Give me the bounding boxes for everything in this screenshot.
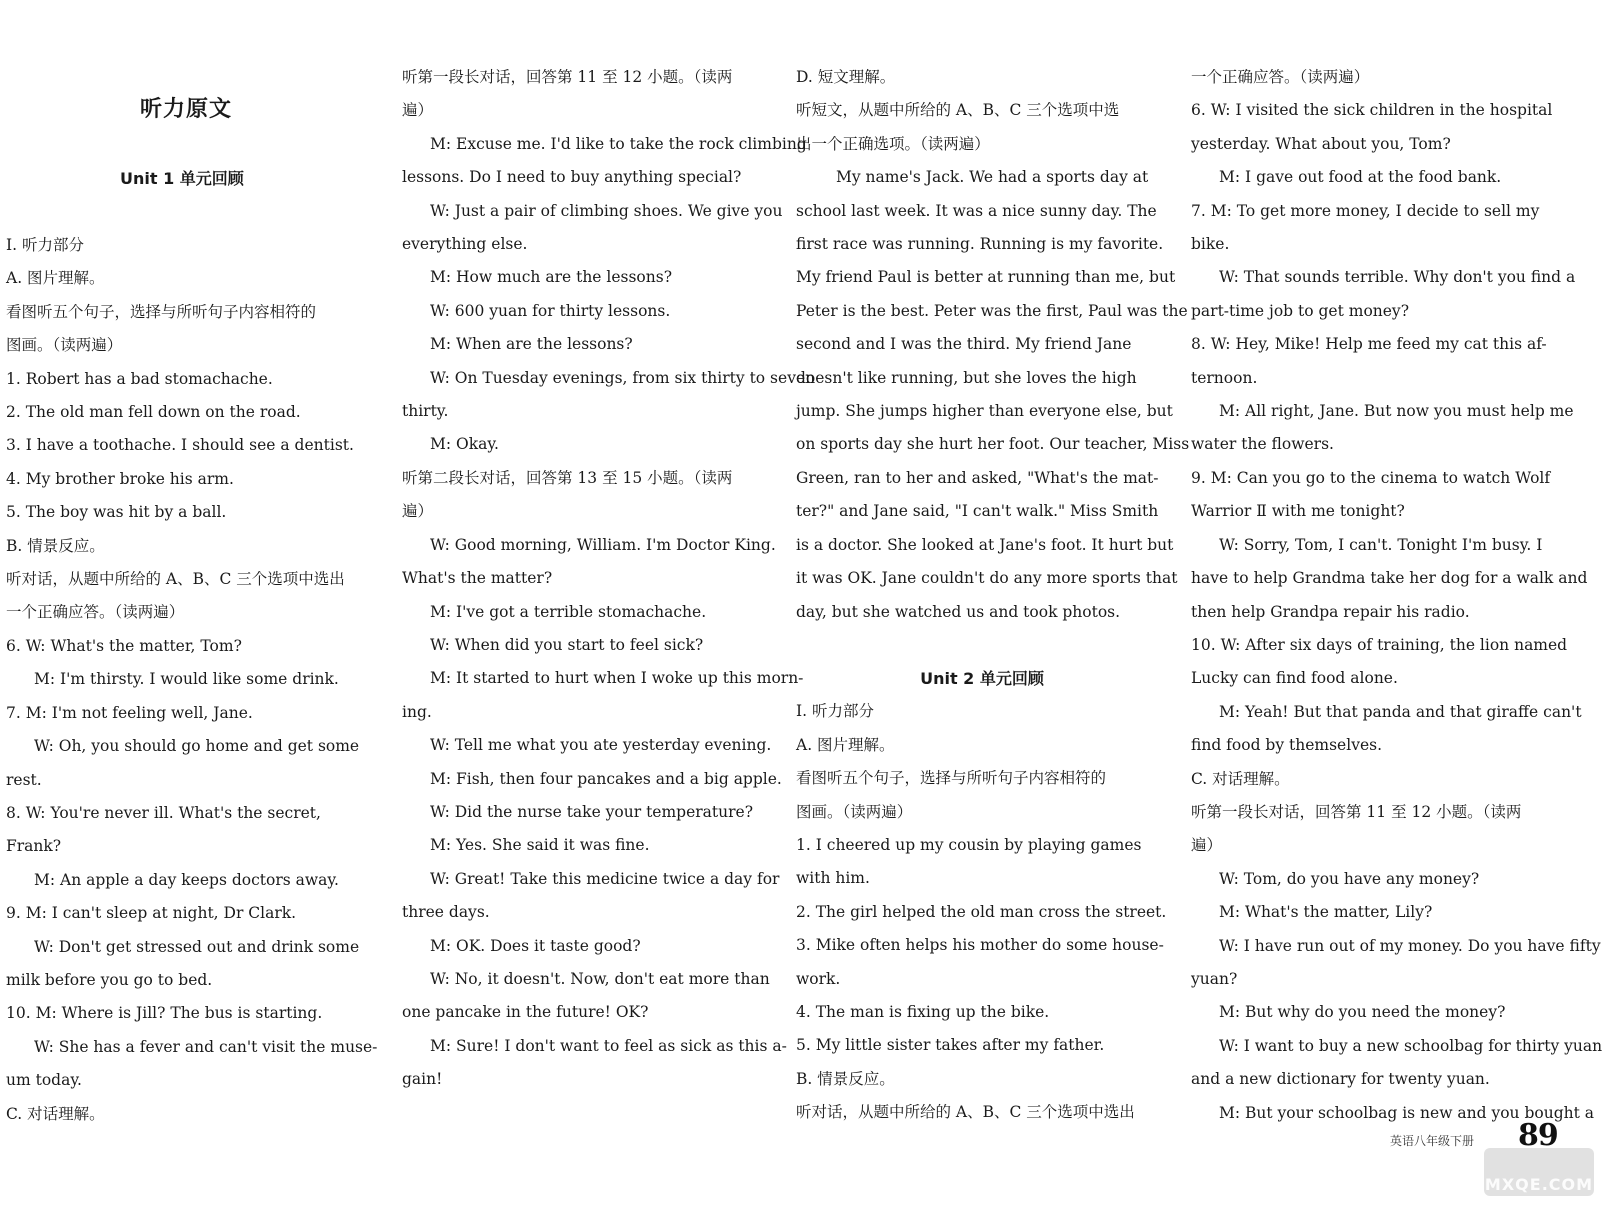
text-line: milk before you go to bed. [6, 970, 213, 989]
text-line: 遍） [402, 101, 434, 120]
text-line: M: Yes. She said it was fine. [430, 836, 650, 855]
text-line: D. 短文理解。 [796, 68, 896, 86]
text-line: C. 对话理解。 [6, 1104, 105, 1123]
text-line: 6. W: I visited the sick children in the hospital [1191, 101, 1553, 120]
text-line: ter?" and Jane said, "I can't walk." Miss Smith [796, 502, 1159, 521]
text-line: My friend Paul is better at running than me, but [796, 268, 1176, 287]
text-line: Lucky can find food alone. [1191, 669, 1398, 688]
unit2-heading: Unit 2 单元回顾 [920, 668, 1044, 688]
text-line: jump. She jumps higher than everyone else, but [796, 402, 1173, 421]
text-line: 2. The old man fell down on the road. [6, 403, 301, 422]
text-line: A. 图片理解。 [6, 269, 105, 288]
text-line: M: Excuse me. I'd like to take the rock climbing [430, 134, 807, 153]
text-line: W: Great! Take this medicine twice a day for [430, 869, 780, 888]
text-line: 听短文，从题中所给的 A、B、C 三个选项中选 [796, 101, 1120, 120]
text-line: M: Sure! I don't want to feel as sick as this a- [430, 1036, 787, 1055]
text-line: second and I was the third. My friend Jane [796, 335, 1132, 354]
page-title: 听力原文 [140, 97, 233, 122]
text-line: 5. My little sister takes after my father. [796, 1036, 1105, 1055]
text-line: W: 600 yuan for thirty lessons. [430, 301, 671, 320]
text-line: 4. My brother broke his arm. [6, 469, 234, 488]
text-line: B. 情景反应。 [6, 536, 105, 555]
text-line: W: She has a fever and can't visit the muse- [34, 1037, 378, 1056]
text-line: 3. I have a toothache. I should see a dentist. [6, 436, 354, 455]
text-line: What's the matter? [402, 569, 553, 588]
text-line: school last week. It was a nice sunny day. The [796, 201, 1157, 220]
text-line: M: Fish, then four pancakes and a big apple. [430, 769, 782, 788]
text-line: 一个正确应答。（读两遍） [6, 603, 185, 622]
text-line: M: But your schoolbag is new and you bought a [1219, 1103, 1595, 1122]
text-line: M: But why do you need the money? [1219, 1003, 1506, 1022]
text-line: water the flowers. [1191, 435, 1334, 454]
text-line: M: When are the lessons? [430, 335, 633, 354]
text-line: W: Good morning, William. I'm Doctor King. [430, 535, 776, 554]
text-line: W: Did the nurse take your temperature? [430, 802, 754, 821]
footer-book-label: 英语八年级下册 [1390, 1134, 1475, 1148]
text-line: 3. Mike often helps his mother do some house- [796, 936, 1164, 955]
text-line: 7. M: To get more money, I decide to sell my [1191, 201, 1540, 220]
text-line: Warrior Ⅱ with me tonight? [1191, 502, 1405, 521]
text-line: 5. The boy was hit by a ball. [6, 503, 227, 522]
text-line: My name's Jack. We had a sports day at [836, 168, 1149, 187]
text-line: is a doctor. She looked at Jane's foot. It hurt but [796, 535, 1174, 554]
text-line: W: On Tuesday evenings, from six thirty to seven [430, 368, 816, 387]
text-line: it was OK. Jane couldn't do any more sports that [796, 569, 1178, 588]
text-line: M: I gave out food at the food bank. [1219, 168, 1502, 187]
text-line: 听对话，从题中所给的 A、B、C 三个选项中选出 [796, 1103, 1135, 1122]
text-line: M: All right, Jane. But now you must help me [1219, 402, 1574, 421]
page-number: 89 [1518, 1118, 1558, 1153]
text-line: M: Yeah! But that panda and that giraffe can't [1219, 702, 1582, 721]
text-line: M: An apple a day keeps doctors away. [34, 870, 339, 889]
text-line: Peter is the best. Peter was the first, Paul was the [796, 301, 1188, 320]
watermark-logo: MXQE.COM [1484, 1148, 1594, 1196]
text-line: 听第一段长对话，回答第 11 至 12 小题。（读两 [1191, 802, 1522, 821]
text-line: 听对话，从题中所给的 A、B、C 三个选项中选出 [6, 570, 345, 589]
text-line: and a new dictionary for twenty yuan. [1191, 1070, 1490, 1089]
text-line: 一个正确应答。（读两遍） [1191, 68, 1370, 86]
text-line: Frank? [6, 837, 62, 856]
text-line: 听第二段长对话，回答第 13 至 15 小题。（读两 [402, 468, 733, 487]
text-line: W: I have run out of my money. Do you have fifty [1219, 936, 1601, 955]
text-line: three days. [402, 903, 490, 922]
text-line: part-time job to get money? [1191, 301, 1409, 320]
text-line: Ⅰ. 听力部分 [6, 236, 84, 254]
text-line: 6. W: What's the matter, Tom? [6, 636, 242, 655]
section-gap [796, 629, 1168, 662]
text-line: W: Sorry, Tom, I can't. Tonight I'm busy. I [1219, 535, 1543, 554]
text-line: M: I've got a terrible stomachache. [430, 602, 707, 621]
text-line: 遍） [1191, 836, 1223, 855]
text-line: 8. W: You're never ill. What's the secret, [6, 803, 321, 822]
text-line: first race was running. Running is my favorite. [796, 235, 1164, 254]
text-line: ternoon. [1191, 368, 1258, 387]
text-line: C. 对话理解。 [1191, 769, 1290, 788]
column-2 [402, 61, 816, 1212]
unit1-heading: Unit 1 单元回顾 [120, 169, 244, 188]
text-line: 看图听五个句子，选择与所听句子内容相符的 [6, 302, 317, 321]
text-line: rest. [6, 770, 42, 789]
text-line: 2. The girl helped the old man cross the street. [796, 902, 1167, 921]
text-line: everything else. [402, 235, 528, 254]
text-line: day, but she watched us and took photos. [796, 602, 1121, 621]
text-line: W: That sounds terrible. Why don't you find a [1219, 268, 1576, 287]
column-1 [6, 229, 378, 1212]
text-line: on sports day she hurt her foot. Our teacher, Miss [796, 435, 1190, 454]
text-line: one pancake in the future! OK? [402, 1003, 649, 1022]
text-line: W: When did you start to feel sick? [430, 635, 704, 654]
text-line: ing. [402, 702, 432, 721]
text-line: gain! [402, 1070, 443, 1089]
text-line: 看图听五个句子，选择与所听句子内容相符的 [796, 769, 1107, 788]
text-line: W: I want to buy a new schoolbag for thirty yuan [1219, 1036, 1602, 1055]
text-line: um today. [6, 1071, 82, 1090]
column-3 [796, 61, 1190, 1212]
text-line: 9. M: Can you go to the cinema to watch Wolf [1191, 468, 1551, 487]
text-line: M: Okay. [430, 435, 499, 454]
text-line: yuan? [1191, 969, 1238, 988]
text-line: lessons. Do I need to buy anything special? [402, 168, 742, 187]
col3-top-block [796, 61, 1190, 629]
column-4 [1191, 61, 1602, 1212]
text-line: 10. W: After six days of training, the lion named [1191, 635, 1568, 654]
text-line: then help Grandpa repair his radio. [1191, 602, 1470, 621]
text-line: work. [796, 969, 841, 988]
text-line: bike. [1191, 235, 1230, 254]
text-line: 图画。（读两遍） [796, 802, 913, 821]
text-line: W: Tell me what you ate yesterday evening. [430, 736, 772, 755]
text-line: W: No, it doesn't. Now, don't eat more than [430, 969, 770, 988]
text-line: have to help Grandma take her dog for a walk and [1191, 569, 1588, 588]
text-line: W: Oh, you should go home and get some [34, 737, 360, 756]
text-line: 10. M: Where is Jill? The bus is starting. [6, 1004, 323, 1023]
text-line: 4. The man is fixing up the bike. [796, 1002, 1050, 1021]
text-line: 7. M: I'm not feeling well, Jane. [6, 703, 253, 722]
text-line: 1. I cheered up my cousin by playing games [796, 835, 1142, 854]
text-line: W: Tom, do you have any money? [1219, 869, 1480, 888]
text-line: 遍） [402, 502, 434, 521]
text-line: 1. Robert has a bad stomachache. [6, 369, 273, 388]
text-line: yesterday. What about you, Tom? [1191, 134, 1451, 153]
text-line: 听第一段长对话，回答第 11 至 12 小题。（读两 [402, 68, 733, 86]
text-line: W: Just a pair of climbing shoes. We give you [430, 201, 783, 220]
text-line: W: Don't get stressed out and drink some [34, 937, 360, 956]
text-line: doesn't like running, but she loves the high [796, 368, 1137, 387]
text-line: M: How much are the lessons? [430, 268, 673, 287]
text-line: M: I'm thirsty. I would like some drink. [34, 670, 339, 689]
text-line: with him. [796, 869, 870, 888]
text-line: M: What's the matter, Lily? [1219, 903, 1433, 922]
text-line: M: It started to hurt when I woke up this morn- [430, 669, 804, 688]
text-line: 8. W: Hey, Mike! Help me feed my cat this af- [1191, 335, 1547, 354]
text-line: 出一个正确选项。（读两遍） [796, 134, 990, 153]
text-line: I. 听力部分 [796, 702, 874, 721]
text-line: thirty. [402, 402, 449, 421]
text-line: 9. M: I can't sleep at night, Dr Clark. [6, 904, 297, 923]
text-line: Green, ran to her and asked, "What's the mat- [796, 468, 1159, 487]
col3-bottom-block [796, 695, 1168, 1129]
text-line: 图画。（读两遍） [6, 336, 123, 355]
text-line: B. 情景反应。 [796, 1069, 895, 1088]
text-line: M: OK. Does it taste good? [430, 936, 641, 955]
text-line: find food by themselves. [1191, 736, 1383, 755]
text-line: A. 图片理解。 [796, 735, 895, 754]
